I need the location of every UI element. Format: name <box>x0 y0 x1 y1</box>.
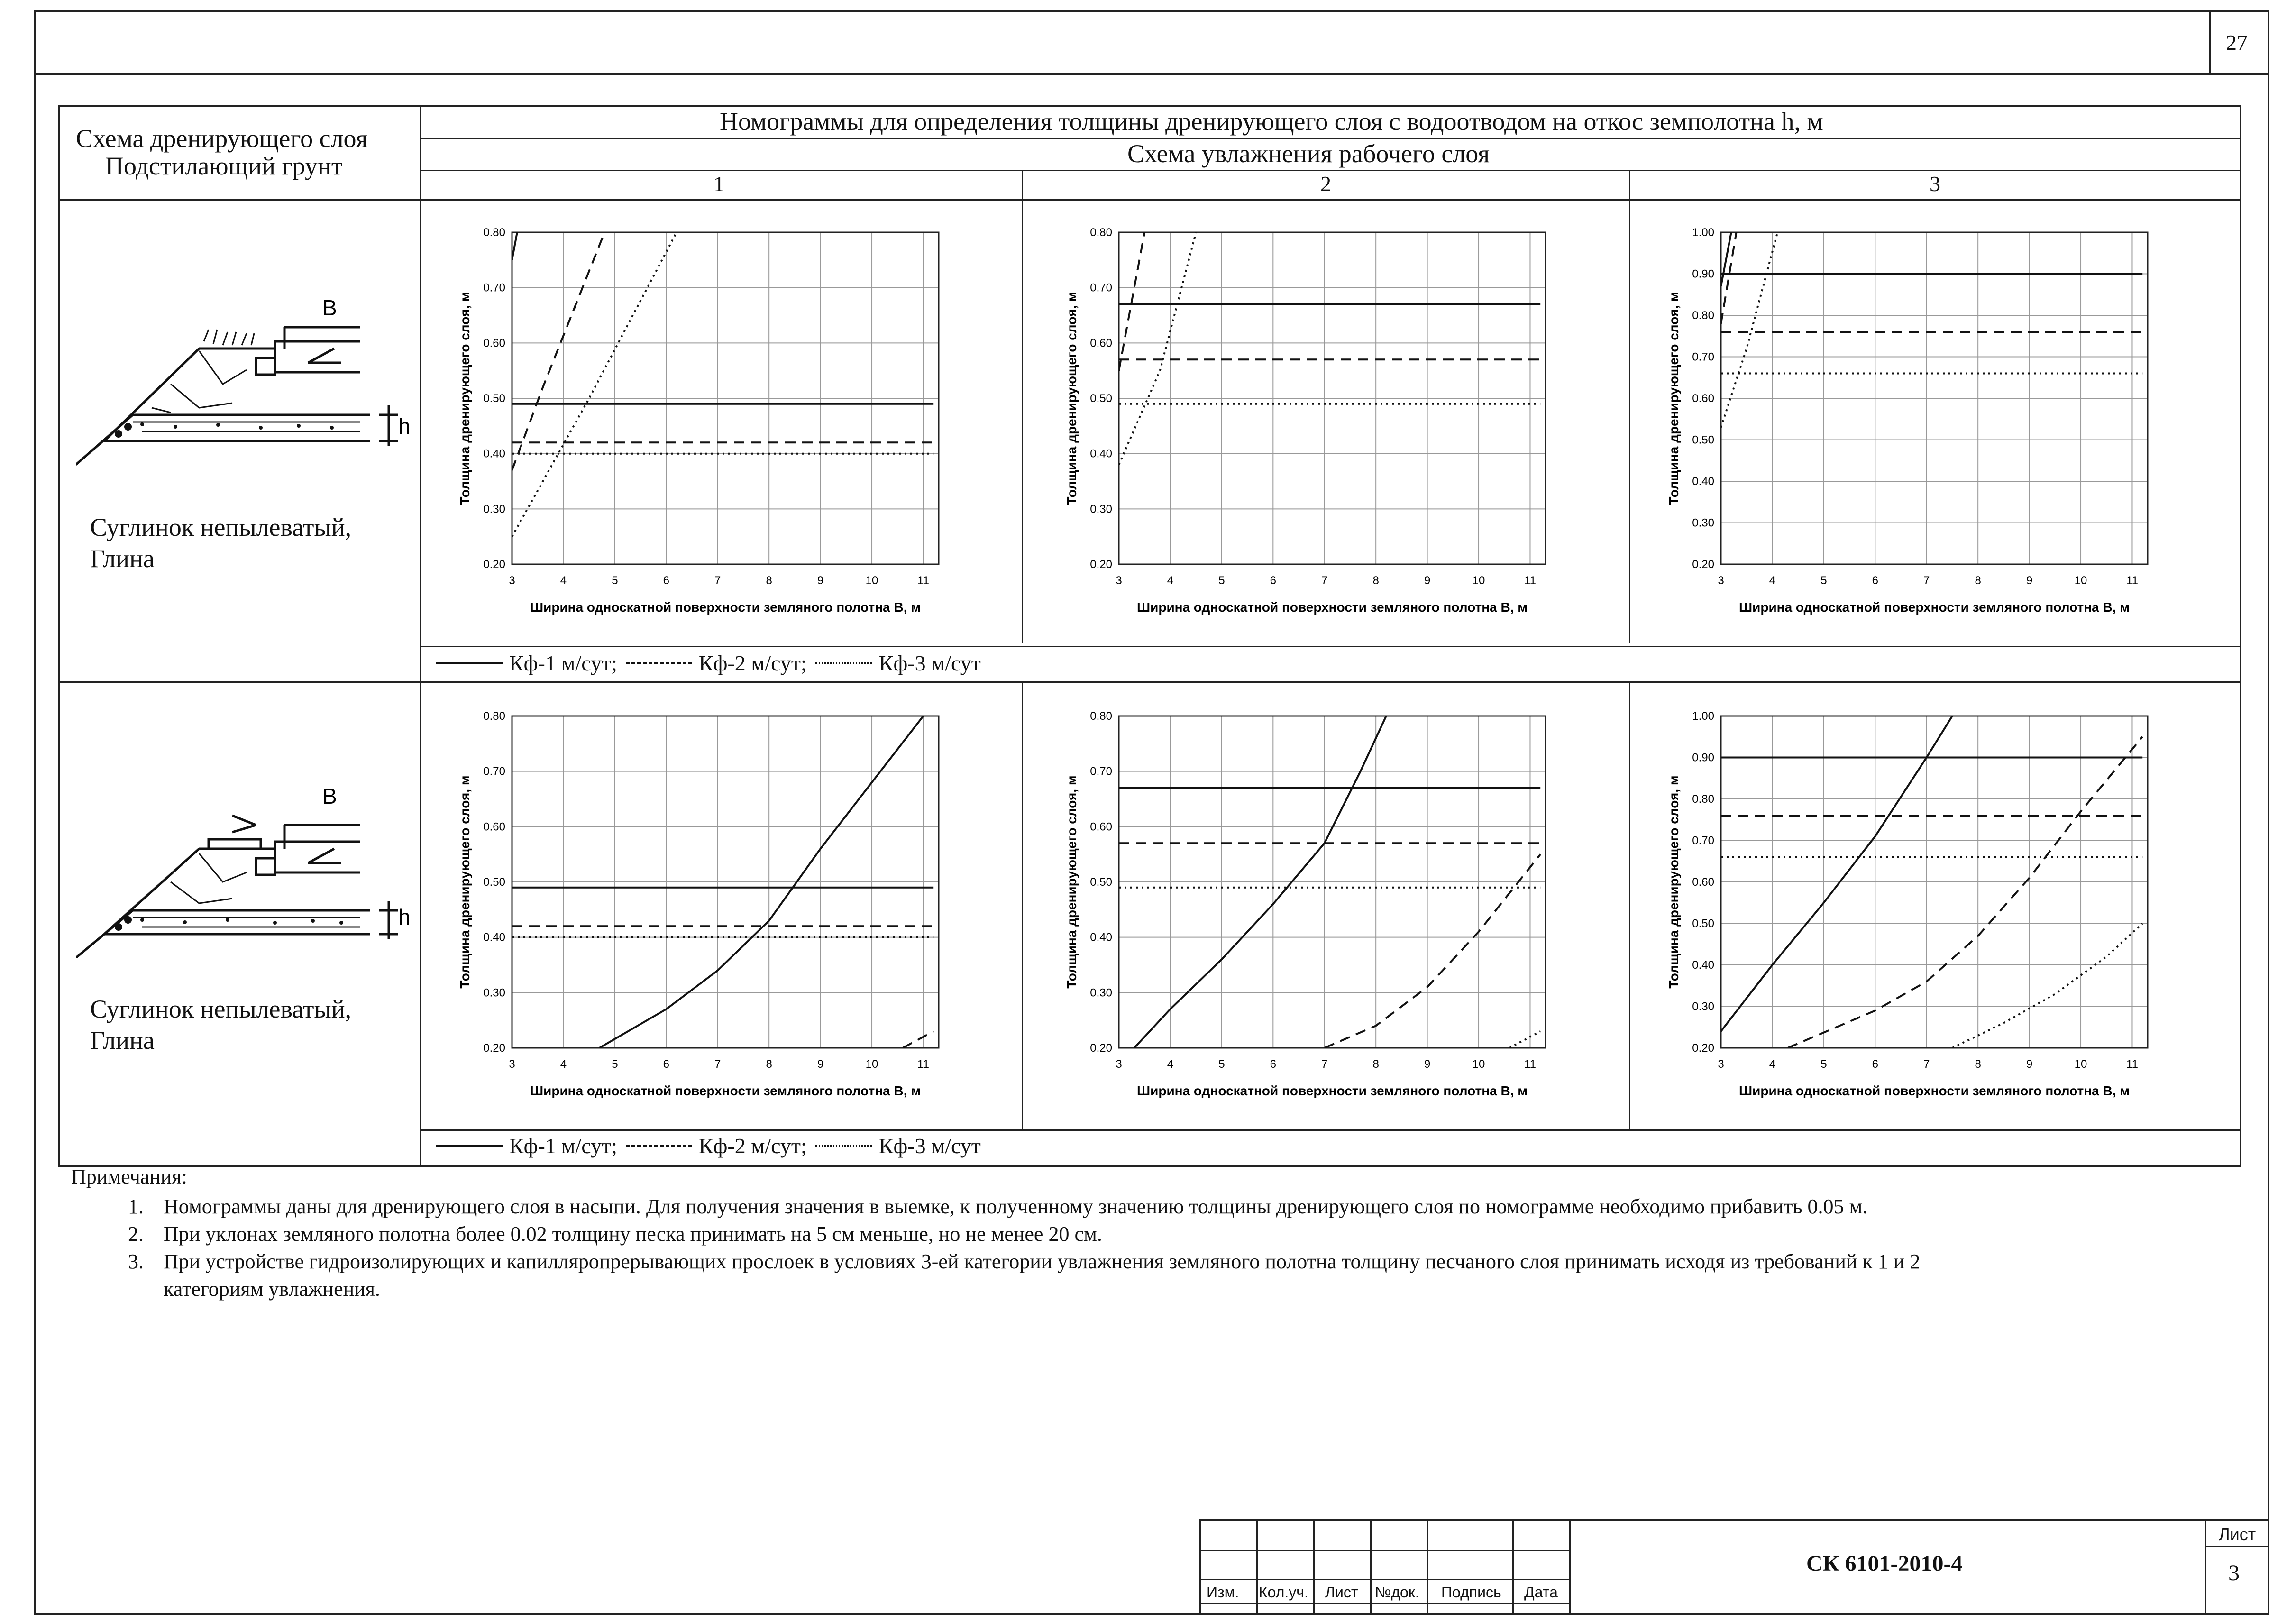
left-header-1: Схема дренирующего слоя <box>76 124 368 153</box>
legend-row-2 <box>436 1133 981 1158</box>
x-tick-label: 3 <box>1718 1058 1724 1071</box>
y-tick-label: 0.20 <box>1090 1042 1112 1055</box>
x-tick-label: 11 <box>2126 1058 2138 1071</box>
x-tick-label: 3 <box>509 574 515 587</box>
y-tick-label: 0.20 <box>483 1042 505 1055</box>
nomogram-chart-r2c2 <box>1057 706 1607 1114</box>
x-tick-label: 8 <box>1975 574 1981 587</box>
x-tick-label: 4 <box>1167 1058 1174 1071</box>
stamp-col-koluch: Кол.уч. <box>1259 1584 1308 1601</box>
y-tick-label: 0.30 <box>1090 986 1112 1000</box>
y-tick-label: 0.40 <box>483 931 505 944</box>
col-divider-3 <box>1022 681 1023 1129</box>
x-tick-label: 10 <box>1472 574 1485 587</box>
x-tick-label: 6 <box>1872 1058 1878 1071</box>
series-line-dotted <box>1509 1031 1540 1048</box>
x-tick-label: 7 <box>1923 574 1930 587</box>
legend-solid-line <box>436 1145 503 1147</box>
x-tick-label: 8 <box>766 574 772 587</box>
x-tick-label: 6 <box>1872 574 1878 587</box>
x-tick-label: 6 <box>663 1058 669 1071</box>
x-tick-label: 9 <box>2026 574 2033 587</box>
y-tick-label: 0.70 <box>483 281 505 294</box>
y-tick-label: 0.70 <box>1090 765 1112 778</box>
series-line-solid <box>512 232 517 260</box>
series-line-dashed <box>903 1031 933 1048</box>
x-tick-label: 7 <box>714 1058 721 1071</box>
subtitle: Схема увлажнения рабочего слоя <box>1127 139 1490 168</box>
soil-label-2b: Глина <box>90 1026 155 1055</box>
y-tick-label: 0.20 <box>1692 1042 1714 1055</box>
top-divider <box>34 73 2269 75</box>
legend-row-1 <box>436 651 981 676</box>
soil-label-2a: Суглинок непылеватый, <box>90 995 352 1023</box>
stamp-col-data: Дата <box>1524 1584 1558 1601</box>
x-tick-label: 6 <box>663 574 669 587</box>
y-tick-label: 0.60 <box>1692 876 1714 889</box>
x-tick-label: 3 <box>1116 574 1122 587</box>
y-tick-label: 0.80 <box>1692 793 1714 806</box>
title-divider <box>420 138 2241 139</box>
x-tick-label: 10 <box>2074 1058 2087 1071</box>
stamp-col-list: Лист <box>1325 1584 1358 1601</box>
series-group <box>1119 232 1540 465</box>
page-number: 27 <box>2226 30 2248 55</box>
scheme-2-h-label: h <box>398 905 411 929</box>
series-line-dashed <box>1325 854 1541 1048</box>
legend-top-1 <box>420 646 2241 647</box>
y-tick-label: 0.70 <box>1692 834 1714 847</box>
column-1-label: 1 <box>713 172 724 196</box>
legend-k2: Кф-2 м/сут; <box>698 1134 807 1158</box>
stamp-row-3 <box>1199 1603 1569 1604</box>
scheme-diagram-2 <box>76 778 417 958</box>
stamp-col-5 <box>1512 1519 1514 1615</box>
y-tick-label: 1.00 <box>1692 710 1714 723</box>
x-tick-label: 9 <box>2026 1058 2033 1071</box>
stamp-col-izm: Изм. <box>1207 1584 1239 1601</box>
x-tick-label: 9 <box>1424 1058 1431 1071</box>
y-tick-label: 0.20 <box>1090 558 1112 571</box>
y-axis-label: Толщина дренирующего слоя, м <box>1666 292 1681 505</box>
x-axis-label: Ширина односкатной поверхности земляного полотна В, м <box>1738 600 2130 615</box>
x-tick-label: 8 <box>1372 1058 1379 1071</box>
x-axis-label: Ширина односкатной поверхности земляного полотна В, м <box>530 600 921 615</box>
x-axis-label: Ширина односкатной поверхности земляного полотна В, м <box>530 1083 921 1098</box>
x-axis-label: Ширина односкатной поверхности земляного полотна В, м <box>1738 1083 2130 1098</box>
y-tick-label: 0.50 <box>483 392 505 405</box>
nomogram-chart-r1c1 <box>450 223 1000 631</box>
col-divider-4 <box>1629 681 1630 1129</box>
x-tick-label: 8 <box>766 1058 772 1071</box>
note-2: При уклонах земляного полотна более 0.02 толщину песка принимать на 5 см меньше, но не менее 20 см. <box>164 1222 1102 1246</box>
y-tick-label: 0.70 <box>1692 350 1714 364</box>
y-tick-label: 0.60 <box>483 337 505 350</box>
stamp-row-1 <box>1199 1550 1569 1551</box>
y-tick-label: 0.80 <box>483 226 505 239</box>
x-tick-label: 5 <box>612 574 618 587</box>
page-number-divider <box>2209 10 2211 74</box>
y-tick-label: 0.30 <box>483 503 505 516</box>
y-tick-label: 0.20 <box>483 558 505 571</box>
x-tick-label: 10 <box>1472 1058 1485 1071</box>
stamp-col-ndok: №док. <box>1375 1584 1419 1601</box>
x-tick-label: 3 <box>509 1058 515 1071</box>
main-title: Номограммы для определения толщины дренирующего слоя с водоотводом на откос земполотна h, м <box>720 107 1823 136</box>
x-tick-label: 9 <box>817 1058 824 1071</box>
y-tick-label: 0.50 <box>1090 876 1112 889</box>
y-tick-label: 0.40 <box>1090 447 1112 460</box>
note-3: При устройстве гидроизолирующих и капилляропрерывающих прослоек в условиях 3-ей категории увлажнения земляного полотна толщину песчаного слоя принимать исходя из требований к 1 и 2 <box>164 1250 1921 1273</box>
x-tick-label: 10 <box>865 574 878 587</box>
y-tick-label: 0.50 <box>1692 917 1714 930</box>
legend-dashed-line <box>626 662 692 664</box>
nomogram-chart-r1c3 <box>1659 223 2209 631</box>
nomogram-chart-r2c3 <box>1659 706 2209 1114</box>
scheme-1-h-label: h <box>398 414 411 439</box>
x-tick-label: 8 <box>1372 574 1379 587</box>
x-tick-label: 7 <box>1321 1058 1328 1071</box>
y-tick-label: 0.80 <box>1692 309 1714 322</box>
x-tick-label: 11 <box>1524 574 1536 587</box>
series-group <box>512 232 933 537</box>
x-tick-label: 11 <box>917 574 929 587</box>
stamp-col-4 <box>1427 1519 1428 1615</box>
left-header-2: Подстилающий грунт <box>105 152 343 180</box>
y-tick-label: 0.30 <box>1090 503 1112 516</box>
x-tick-label: 5 <box>1820 574 1827 587</box>
y-tick-label: 0.30 <box>1692 1000 1714 1013</box>
sheet-label: Лист <box>2219 1524 2256 1544</box>
x-tick-label: 6 <box>1270 574 1276 587</box>
x-tick-label: 4 <box>1167 574 1174 587</box>
legend-dotted-line <box>815 662 872 664</box>
x-tick-label: 10 <box>865 1058 878 1071</box>
y-tick-label: 0.40 <box>1692 475 1714 488</box>
scheme-diagram-1 <box>76 289 417 484</box>
y-axis-label: Толщина дренирующего слоя, м <box>457 292 472 505</box>
x-tick-label: 3 <box>1116 1058 1122 1071</box>
x-tick-label: 8 <box>1975 1058 1981 1071</box>
x-tick-label: 11 <box>917 1058 929 1071</box>
x-tick-label: 3 <box>1718 574 1724 587</box>
x-tick-label: 7 <box>1923 1058 1930 1071</box>
y-axis-label: Толщина дренирующего слоя, м <box>457 775 472 989</box>
y-axis-label: Толщина дренирующего слоя, м <box>1064 775 1079 989</box>
legend-solid-line <box>436 662 503 664</box>
stamp-col-2 <box>1313 1519 1315 1615</box>
y-tick-label: 0.60 <box>1692 392 1714 405</box>
stamp-divider-sheet <box>2205 1519 2206 1615</box>
stamp-row-2 <box>1199 1579 1569 1580</box>
y-tick-label: 0.50 <box>1692 433 1714 447</box>
nomogram-chart-r2c1 <box>450 706 1000 1114</box>
x-tick-label: 4 <box>1769 574 1776 587</box>
series-line-dashed <box>1788 737 2142 1048</box>
note-number-3: 3. <box>128 1250 144 1273</box>
y-tick-label: 0.60 <box>483 820 505 834</box>
col-divider-1 <box>1022 170 1023 643</box>
table-col-divider <box>420 105 421 1167</box>
soil-label-1b: Глина <box>90 544 155 573</box>
x-tick-label: 7 <box>1321 574 1328 587</box>
series-line-dashed <box>512 232 604 470</box>
x-tick-label: 4 <box>1769 1058 1776 1071</box>
x-tick-label: 10 <box>2074 574 2087 587</box>
y-axis-label: Толщина дренирующего слоя, м <box>1666 775 1681 989</box>
stamp-block <box>1199 1519 2269 1615</box>
y-tick-label: 0.40 <box>1090 931 1112 944</box>
y-tick-label: 1.00 <box>1692 226 1714 239</box>
y-tick-label: 0.70 <box>483 765 505 778</box>
y-tick-label: 0.30 <box>1692 516 1714 530</box>
y-tick-label: 0.80 <box>1090 710 1112 723</box>
legend-k3: Кф-3 м/сут <box>878 1134 981 1158</box>
x-tick-label: 9 <box>1424 574 1431 587</box>
x-tick-label: 6 <box>1270 1058 1276 1071</box>
legend-dotted-line <box>815 1145 872 1147</box>
legend-k3: Кф-3 м/сут <box>878 651 981 675</box>
x-tick-label: 11 <box>1524 1058 1536 1071</box>
note-number-1: 1. <box>128 1195 144 1218</box>
series-line-dotted <box>512 232 677 537</box>
soil-label-1a: Суглинок непылеватый, <box>90 513 352 541</box>
y-tick-label: 0.50 <box>1090 392 1112 405</box>
series-line-solid <box>1721 716 1952 1031</box>
y-tick-label: 0.90 <box>1692 267 1714 281</box>
column-2-label: 2 <box>1320 172 1331 196</box>
x-tick-label: 5 <box>612 1058 618 1071</box>
legend-top-2 <box>420 1129 2241 1131</box>
y-tick-label: 0.80 <box>483 710 505 723</box>
x-tick-label: 5 <box>1820 1058 1827 1071</box>
x-tick-label: 7 <box>714 574 721 587</box>
x-axis-label: Ширина односкатной поверхности земляного полотна В, м <box>1136 600 1528 615</box>
stamp-col-3 <box>1370 1519 1372 1615</box>
stamp-sheet-label-line <box>2205 1546 2269 1547</box>
column-3-label: 3 <box>1930 172 1940 196</box>
sheet-number: 3 <box>2228 1560 2240 1586</box>
y-tick-label: 0.70 <box>1090 281 1112 294</box>
series-line-dashed <box>1119 232 1144 371</box>
series-line-solid <box>1721 232 1731 286</box>
col-divider-2 <box>1629 170 1630 643</box>
y-tick-label: 0.80 <box>1090 226 1112 239</box>
y-tick-label: 0.50 <box>483 876 505 889</box>
x-tick-label: 5 <box>1218 1058 1225 1071</box>
y-tick-label: 0.40 <box>483 447 505 460</box>
stamp-col-1 <box>1256 1519 1258 1615</box>
stamp-col-podpis: Подпись <box>1441 1584 1501 1601</box>
header-bottom <box>58 199 2241 201</box>
y-axis-label: Толщина дренирующего слоя, м <box>1064 292 1079 505</box>
x-tick-label: 4 <box>560 1058 567 1071</box>
y-tick-label: 0.60 <box>1090 820 1112 834</box>
doc-code: СК 6101-2010-4 <box>1806 1551 1963 1576</box>
note-number-2: 2. <box>128 1222 144 1246</box>
legend-k1: Кф-1 м/сут; <box>509 1134 617 1158</box>
y-tick-label: 0.30 <box>483 986 505 1000</box>
y-tick-label: 0.40 <box>1692 959 1714 972</box>
y-tick-label: 0.90 <box>1692 751 1714 764</box>
note-1: Номограммы даны для дренирующего слоя в насыпи. Для получения значения в выемке, к полученному значению толщины дренирующего слоя по номограмме необходимо прибавить 0.05 м. <box>164 1195 1868 1218</box>
x-tick-label: 9 <box>817 574 824 587</box>
legend-k2: Кф-2 м/сут; <box>698 651 807 675</box>
y-tick-label: 0.60 <box>1090 337 1112 350</box>
note-3-continued: категориям увлажнения. <box>164 1277 380 1301</box>
nomogram-chart-r1c2 <box>1057 223 1607 631</box>
x-tick-label: 4 <box>560 574 567 587</box>
legend-dashed-line <box>626 1145 692 1147</box>
notes-title: Примечания: <box>71 1165 187 1188</box>
scheme-1-b-label: B <box>322 295 337 320</box>
legend-k1: Кф-1 м/сут; <box>509 651 617 675</box>
series-line-dotted <box>1119 232 1196 465</box>
stamp-divider-doc <box>1569 1519 1571 1615</box>
x-axis-label: Ширина односкатной поверхности земляного полотна В, м <box>1136 1083 1528 1098</box>
x-tick-label: 11 <box>2126 574 2138 587</box>
y-tick-label: 0.20 <box>1692 558 1714 571</box>
row-divider <box>58 681 2241 683</box>
scheme-2-b-label: B <box>322 784 337 808</box>
series-line-dotted <box>1952 924 2142 1048</box>
x-tick-label: 5 <box>1218 574 1225 587</box>
